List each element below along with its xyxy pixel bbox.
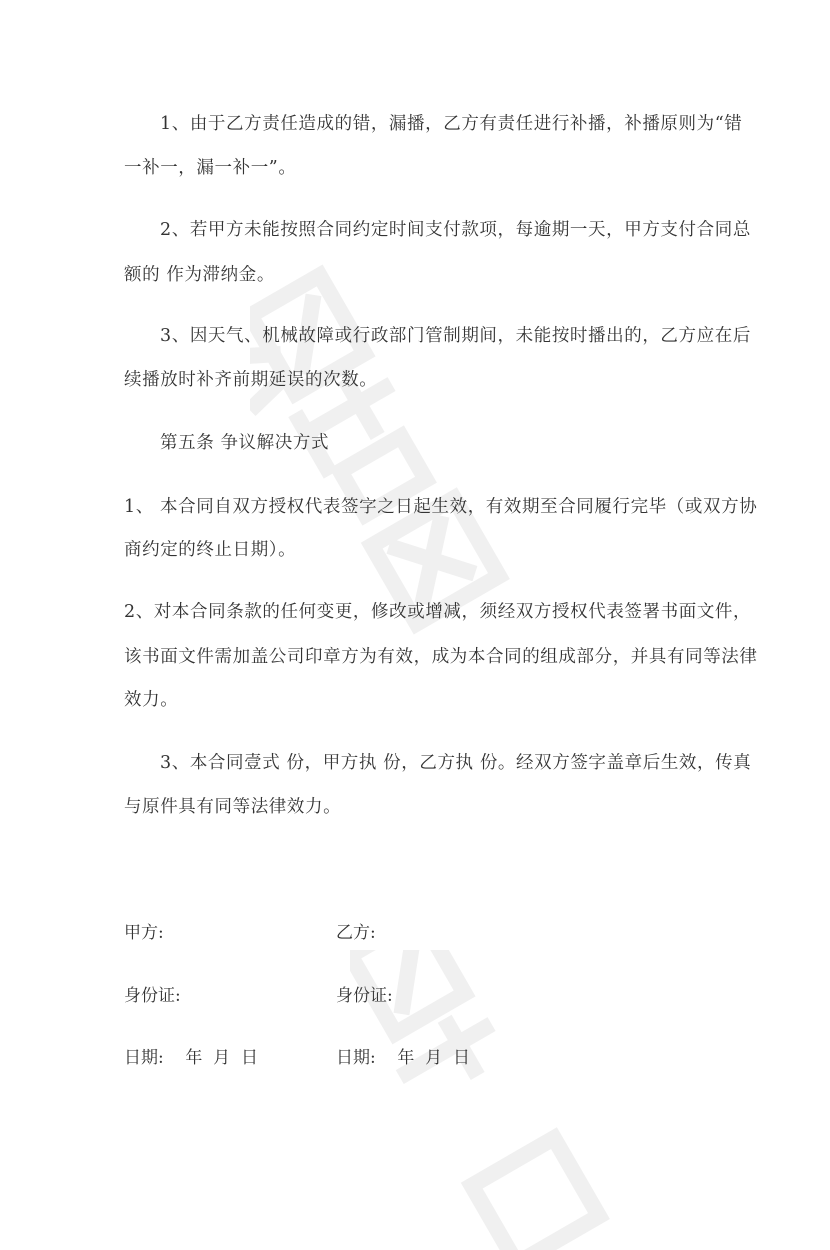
section-clause-2-line-2: 该书面文件需加盖公司印章方为有效，成为本合同的组成部分，并具有同等法律	[124, 647, 758, 667]
section-title: 第五条 争议解决方式	[160, 433, 330, 453]
section-clause-3-line-2: 与原件具有同等法律效力。	[124, 797, 342, 817]
clause-3-line-1: 3、因天气、机械故障或行政部门管制期间，未能按时播出的，乙方应在后	[160, 326, 751, 346]
id-b-label: 身份证:	[336, 986, 393, 1006]
party-a-label: 甲方:	[124, 923, 164, 943]
section-clause-1-line-1: 1、 本合同自双方授权代表签字之日起生效，有效期至合同履行完毕（或双方协	[124, 497, 758, 517]
clause-2-line-2: 额的 作为滞纳金。	[124, 265, 275, 285]
clause-1-line-1: 1、由于乙方责任造成的错，漏播，乙方有责任进行补播，补播原则为“错	[160, 114, 743, 134]
party-b-label: 乙方:	[336, 923, 376, 943]
clause-2-line-1: 2、若甲方未能按照合同约定时间支付款项，每逾期一天，甲方支付合同总	[160, 220, 751, 240]
section-clause-3-line-1: 3、本合同壹式 份，甲方执 份，乙方执 份。经双方签字盖章后生效，传真	[160, 753, 752, 773]
section-clause-2-line-1: 2、对本合同条款的任何变更，修改或增减，须经双方授权代表签署书面文件，	[124, 602, 752, 622]
id-a-label: 身份证:	[124, 986, 181, 1006]
clause-1-line-2: 一补一，漏一补一”。	[124, 158, 297, 178]
clause-3-line-2: 续播放时补齐前期延误的次数。	[124, 370, 378, 390]
date-a-label: 日期: 年 月 日	[124, 1048, 258, 1068]
section-clause-2-line-3: 效力。	[124, 690, 179, 710]
date-b-label: 日期: 年 月 日	[336, 1048, 470, 1068]
section-clause-1-line-2: 商约定的终止日期）。	[124, 540, 297, 560]
